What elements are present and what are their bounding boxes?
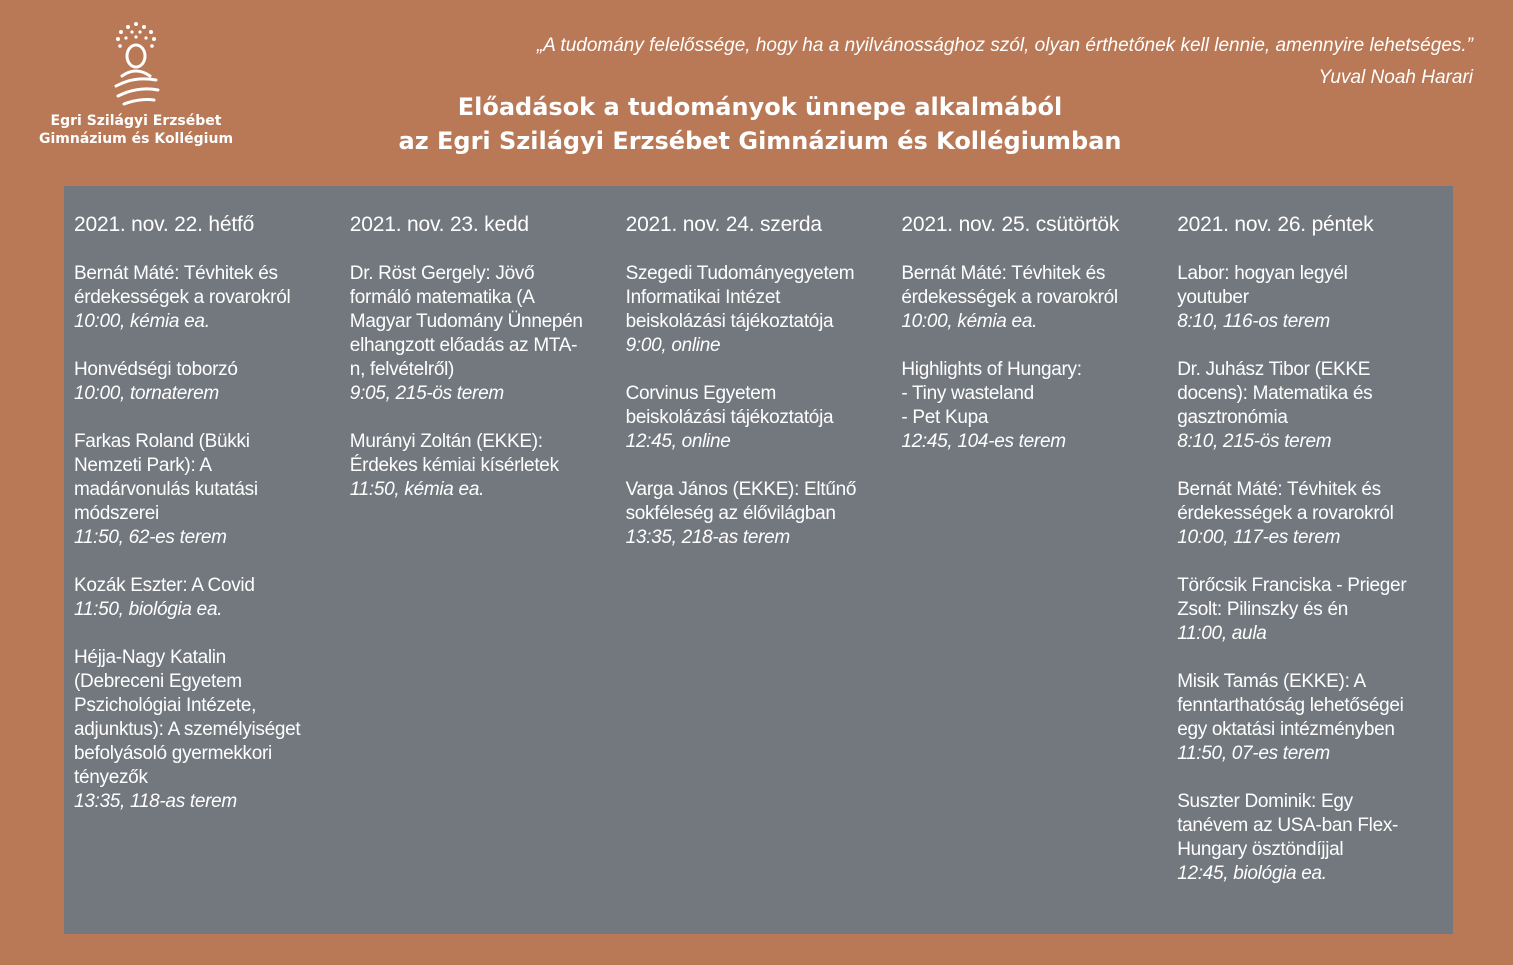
event-item: [1177, 790, 1437, 886]
school-crest-icon: [106, 18, 166, 108]
event-item: [1177, 574, 1437, 646]
event-item: [350, 262, 610, 406]
event-time-place: 10:00, tornaterem: [74, 383, 219, 404]
event-title: Héjja-Nagy Katalin (Debreceni Egyetem Pszichológiai Intézete, adjunktus): A személyiséget befolyásoló gyermekkori tényezők: [74, 647, 301, 788]
quote-text: „A tudomány felelőssége, hogy ha a nyilvánossághoz szól, olyan érthetőnek kell lennie, amennyire lehetséges.”: [536, 35, 1473, 56]
event-item: [1177, 670, 1437, 766]
event-title: Bernát Máté: Tévhitek és érdekességek a rovarokról: [901, 263, 1118, 308]
day-column: [350, 186, 626, 934]
day-heading: 2021. nov. 26. péntek: [1177, 213, 1374, 236]
event-item: [626, 382, 886, 454]
event-title: Törőcsik Franciska - Prieger Zsolt: Pilinszky és én: [1177, 575, 1407, 620]
event-title: Labor: hogyan legyél youtuber: [1177, 263, 1348, 308]
event-time-place: 11:50, biológia ea.: [74, 599, 223, 620]
event-item: [626, 262, 886, 358]
event-time-place: 11:50, 62-es terem: [74, 527, 227, 548]
event-item: [74, 262, 334, 334]
school-logo: [38, 18, 234, 148]
event-title: Honvédségi toborzó: [74, 359, 238, 380]
event-time-place: 9:00, online: [625, 335, 721, 356]
event-time-place: 12:45, biológia ea.: [1177, 863, 1327, 884]
event-title: Bernát Máté: Tévhitek és érdekességek a rovarokról: [74, 263, 291, 308]
event-title: Suszter Dominik: Egy tanévem az USA-ban Flex- Hungary ösztöndíjjal: [1177, 791, 1399, 860]
event-item: [1177, 478, 1437, 550]
event-title: Corvinus Egyetem beiskolázási tájékoztatója: [625, 383, 834, 428]
event-item: [74, 430, 334, 550]
day-heading: 2021. nov. 24. szerda: [625, 213, 822, 236]
event-title: Bernát Máté: Tévhitek és érdekességek a rovarokról: [1177, 479, 1394, 524]
event-title: Kozák Eszter: A Covid: [74, 575, 255, 596]
event-time-place: 10:00, 117-es terem: [1177, 527, 1341, 548]
event-item: [74, 646, 334, 814]
event-title: Highlights of Hungary: - Tiny wasteland - Pet Kupa: [901, 359, 1082, 428]
day-column: [626, 186, 902, 934]
event-time-place: 12:45, online: [625, 431, 731, 452]
event-title: Varga János (EKKE): Eltűnő sokféleség az élővilágban: [625, 479, 857, 524]
day-column: [901, 186, 1177, 934]
event-time-place: 12:45, 104-es terem: [901, 431, 1066, 452]
day-column: [1177, 186, 1453, 934]
event-title: Dr. Röst Gergely: Jövő formáló matematika (A Magyar Tudomány Ünnepén elhangzott előadás az MTA- n, felvételről): [349, 263, 583, 380]
event-title: Murányi Zoltán (EKKE): Érdekes kémiai kísérletek: [349, 431, 559, 476]
event-title: Farkas Roland (Bükki Nemzeti Park): A madárvonulás kutatási módszerei: [74, 431, 258, 524]
event-item: [350, 430, 610, 502]
event-time-place: 10:00, kémia ea.: [901, 311, 1038, 332]
event-time-place: 10:00, kémia ea.: [74, 311, 210, 332]
title-line-2: az Egri Szilágyi Erzsébet Gimnázium és Kollégiumban: [398, 127, 1122, 155]
event-item: [74, 358, 334, 406]
logo-line-2: Gimnázium és Kollégium: [38, 131, 234, 147]
quote: [473, 30, 1473, 94]
logo-line-1: Egri Szilágyi Erzsébet: [50, 113, 222, 129]
quote-author: Yuval Noah Harari: [1318, 67, 1473, 88]
event-time-place: 11:50, kémia ea.: [349, 479, 485, 500]
event-item: [1177, 262, 1437, 334]
title-line-1: Előadások a tudományok ünnepe alkalmából: [457, 93, 1063, 121]
event-item: [901, 262, 1161, 334]
day-heading: 2021. nov. 25. csütörtök: [901, 213, 1120, 236]
event-time-place: 11:50, 07-es terem: [1177, 743, 1330, 764]
event-title: Szegedi Tudományegyetem Informatikai Intézet beiskolázási tájékoztatója: [625, 263, 855, 332]
event-time-place: 13:35, 118-as terem: [74, 791, 237, 812]
day-heading: 2021. nov. 23. kedd: [349, 213, 529, 236]
event-time-place: 11:00, aula: [1177, 623, 1267, 644]
event-time-place: 8:10, 116-os terem: [1177, 311, 1330, 332]
event-item: [626, 478, 886, 550]
event-title: Dr. Juhász Tibor (EKKE docens): Matematika és gasztronómia: [1177, 359, 1373, 428]
schedule-panel: [64, 186, 1453, 934]
event-title: Misik Tamás (EKKE): A fenntarthatóság lehetőségei egy oktatási intézményben: [1177, 671, 1404, 740]
day-heading: 2021. nov. 22. hétfő: [74, 213, 255, 236]
day-column: [74, 186, 350, 934]
event-time-place: 8:10, 215-ös terem: [1177, 431, 1332, 452]
event-item: [901, 358, 1161, 454]
page-title: [360, 90, 1160, 158]
event-time-place: 13:35, 218-as terem: [625, 527, 790, 548]
event-time-place: 9:05, 215-ös terem: [349, 383, 504, 404]
event-item: [1177, 358, 1437, 454]
event-item: [74, 574, 334, 622]
